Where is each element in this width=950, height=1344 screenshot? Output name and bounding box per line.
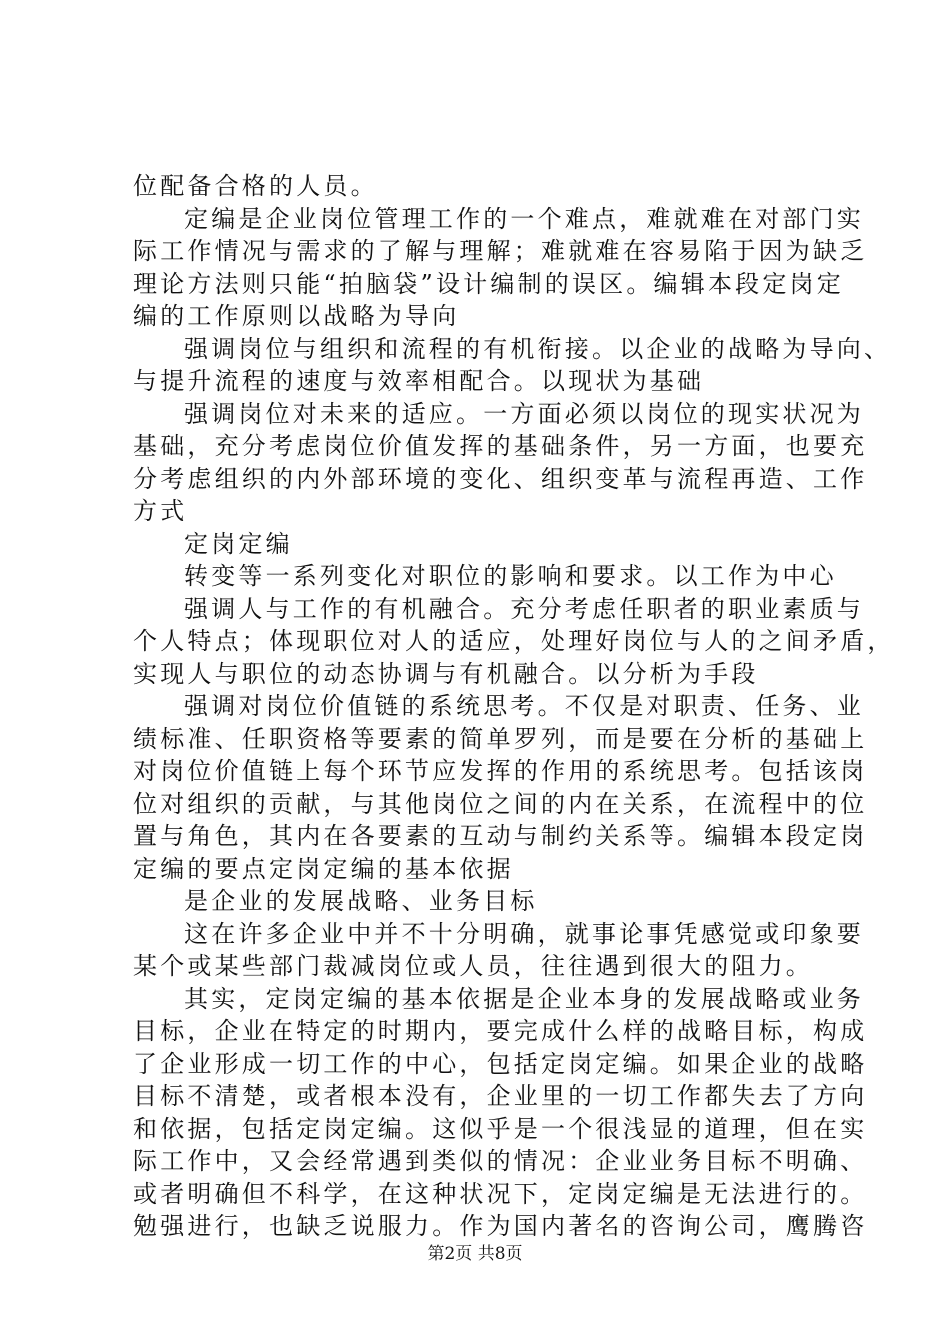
text-line: 分考虑组织的内外部环境的变化、组织变革与流程再造、工作 — [133, 464, 868, 493]
page-number-footer: 第2页 共8页 — [427, 1244, 523, 1264]
text-line: 了企业形成一切工作的中心，包括定岗定编。如果企业的战略 — [133, 1049, 868, 1078]
text-line: 绩标准、任职资格等要素的简单罗列，而是要在分析的基础上 — [133, 724, 868, 753]
text-line: 强调岗位对未来的适应。一方面必须以岗位的现实状况为 — [184, 399, 864, 428]
text-line: 对岗位价值链上每个环节应发挥的作用的系统思考。包括该岗 — [133, 757, 868, 785]
text-line: 个人特点；体现职位对人的适应，处理好岗位与人的之间矛盾， — [133, 627, 895, 655]
text-line: 是企业的发展战略、业务目标 — [184, 887, 538, 915]
text-line: 强调人与工作的有机融合。充分考虑任职者的职业素质与 — [184, 594, 864, 623]
text-line: 实现人与职位的动态协调与有机融合。以分析为手段 — [133, 659, 759, 688]
text-line: 和依据，包括定岗定编。这似乎是一个很浅显的道理，但在实 — [133, 1114, 868, 1143]
text-line: 目标不清楚，或者根本没有，企业里的一切工作都失去了方向 — [133, 1082, 868, 1110]
text-line: 强调对岗位价值链的系统思考。不仅是对职责、任务、业 — [184, 692, 864, 720]
text-line: 强调岗位与组织和流程的有机衔接。以企业的战略为导向、 — [184, 334, 892, 363]
text-line: 理论方法则只能“拍脑袋”设计编制的误区。编辑本段定岗定 — [133, 269, 844, 298]
text-line: 位配备合格的人员。 — [133, 172, 378, 200]
text-line: 其实，定岗定编的基本依据是企业本身的发展战略或业务 — [184, 984, 864, 1013]
text-line: 目标，企业在特定的时期内，要完成什么样的战略目标，构成 — [133, 1017, 868, 1045]
text-line: 定编是企业岗位管理工作的一个难点，难就难在对部门实 — [184, 204, 864, 233]
section-heading: 定岗定编 — [184, 529, 293, 558]
text-line: 某个或某些部门裁减岗位或人员，往往遇到很大的阻力。 — [133, 952, 813, 980]
text-line: 勉强进行，也缺乏说服力。作为国内著名的咨询公司，鹰腾咨 — [133, 1212, 868, 1240]
body-text — [133, 170, 895, 1243]
text-line: 编的工作原则以战略为导向 — [133, 302, 460, 330]
text-line: 定编的要点定岗定编的基本依据 — [133, 854, 514, 883]
text-line: 转变等一系列变化对职位的影响和要求。以工作为中心 — [184, 562, 837, 590]
text-line: 与提升流程的速度与效率相配合。以现状为基础 — [133, 367, 705, 395]
text-line: 位对组织的贡献，与其他岗位之间的内在关系，在流程中的位 — [133, 789, 868, 818]
text-line: 或者明确但不科学，在这种状况下，定岗定编是无法进行的。 — [133, 1179, 868, 1208]
text-line: 方式 — [133, 497, 188, 525]
text-line: 基础，充分考虑岗位价值发挥的基础条件，另一方面，也要充 — [133, 432, 868, 460]
text-line: 际工作中，又会经常遇到类似的情况：企业业务目标不明确、 — [133, 1147, 868, 1175]
text-line: 这在许多企业中并不十分明确，就事论事凭感觉或印象要 — [184, 919, 864, 948]
text-line: 置与角色，其内在各要素的互动与制约关系等。编辑本段定岗 — [133, 822, 868, 850]
text-line: 际工作情况与需求的了解与理解；难就难在容易陷于因为缺乏 — [133, 237, 868, 265]
